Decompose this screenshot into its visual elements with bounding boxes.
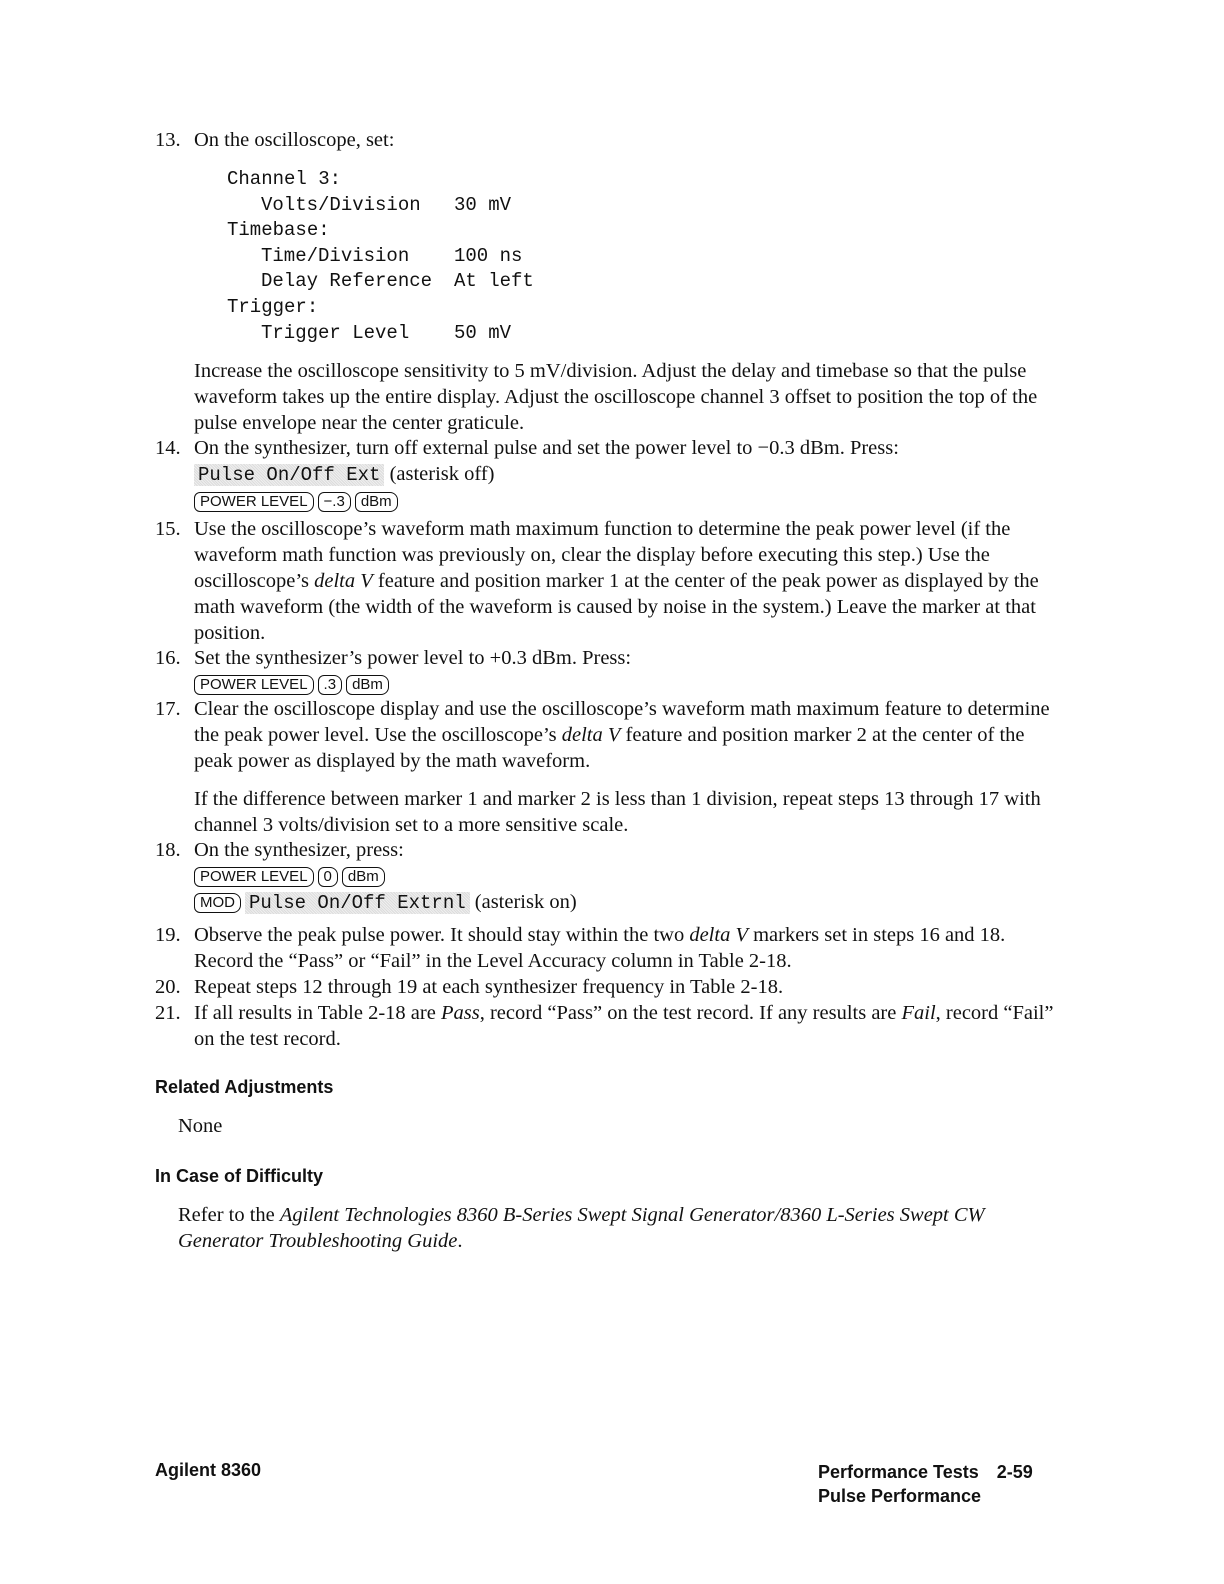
settings-row xyxy=(227,269,534,295)
footer-section-title: Performance Tests xyxy=(818,1462,979,1482)
text-run: Clear the oscilloscope display and use the oscilloscope’s waveform math maximum feature to determine the peak power level. Use the oscilloscope’s xyxy=(194,698,1050,746)
setting-name: Time/Division xyxy=(261,244,410,267)
difficulty-heading: In Case of Difficulty xyxy=(155,1166,324,1186)
step-number: 19. xyxy=(155,924,181,946)
text-run: feature and position marker 2 at the center of the peak power as displayed by the math waveform. xyxy=(194,724,1025,772)
emphasis: delta V xyxy=(561,724,621,746)
softkey-note: (asterisk off) xyxy=(389,463,495,485)
setting-value: 30 mV xyxy=(454,193,512,216)
mod-key[interactable]: MOD xyxy=(194,893,241,913)
step-20 xyxy=(155,974,1055,1000)
footer-section xyxy=(818,1460,1033,1508)
step-18 xyxy=(155,837,1055,916)
step-text: Repeat steps 12 through 19 at each synthesizer frequency in Table 2-18. xyxy=(194,976,784,998)
setting-name: Trigger Level xyxy=(261,321,410,344)
power-level-key[interactable]: POWER LEVEL xyxy=(194,867,314,887)
step-text: Increase the oscilloscope sensitivity to 5 mV/division. Adjust the delay and timebase so that the pulse waveform takes up the entire display. Adjust the oscilloscope channel 3 offset to position the top of the pulse envelope near the center graticule. xyxy=(194,360,1038,434)
settings-row xyxy=(227,321,534,347)
emphasis: delta V xyxy=(689,924,748,946)
text-run: Refer to the xyxy=(178,1204,280,1226)
text-run: feature and position marker 1 at the center of the peak power as displayed by the math waveform (the width of the waveform is caused by noise in the system.) Leave the marker at that position. xyxy=(194,570,1039,644)
settings-row xyxy=(227,193,534,219)
step-text: On the oscilloscope, set: xyxy=(194,129,395,151)
guide-title: Agilent Technologies 8360 B-Series Swept Signal Generator/8360 L-Series Swept CW Generator Troubleshooting Guide xyxy=(178,1204,985,1252)
setting-name: Delay Reference xyxy=(261,270,433,293)
step-text xyxy=(194,1000,1055,1052)
footer-product: Agilent 8360 xyxy=(155,1460,262,1480)
settings-row xyxy=(227,244,534,270)
hardkey-line xyxy=(194,488,1055,514)
emphasis: Fail xyxy=(901,1002,936,1024)
text-run: , record “Pass” on the test record. If any results are xyxy=(479,1002,902,1024)
power-level-key[interactable]: POWER LEVEL xyxy=(194,675,314,695)
step-15 xyxy=(155,516,1055,646)
step-note: If the difference between marker 1 and marker 2 is less than 1 division, repeat steps 13 through 17 with channel 3 volts/division set to a more sensitive scale. xyxy=(194,788,1041,836)
step-number: 21. xyxy=(155,1002,181,1024)
text-run: . xyxy=(457,1230,463,1252)
emphasis: Pass xyxy=(440,1002,480,1024)
step-16 xyxy=(155,645,1055,697)
step-number: 16. xyxy=(155,647,181,669)
footer-subsection: Pulse Performance xyxy=(818,1486,982,1506)
hardkey-line xyxy=(194,671,1055,697)
text-run: markers set in steps 16 and 18. Record the “Pass” or “Fail” in the Level Accuracy column in Table 2-18. xyxy=(194,924,1006,972)
related-adjustments-text: None xyxy=(178,1115,223,1137)
setting-value: 50 mV xyxy=(454,321,512,344)
step-21 xyxy=(155,1000,1055,1052)
step-19 xyxy=(155,922,1055,974)
text-run: , record “Fail” on the test record. xyxy=(194,1002,1054,1050)
step-text: On the synthesizer, press: xyxy=(194,839,404,861)
softkey-pulse-onoff-ext[interactable]: Pulse On/Off Ext xyxy=(194,464,384,486)
point-three-key[interactable]: .3 xyxy=(318,675,343,695)
setting-name: Volts/Division xyxy=(261,193,421,216)
step-number: 14. xyxy=(155,437,181,459)
step-13 xyxy=(155,127,1055,153)
text-run: If all results in Table 2-18 are xyxy=(194,1002,441,1024)
step-number: 18. xyxy=(155,839,181,861)
step-number: 20. xyxy=(155,976,181,998)
page-number: 2-59 xyxy=(996,1462,1033,1482)
step-text: Set the synthesizer’s power level to +0.3 dBm. Press: xyxy=(194,647,632,669)
softkey-pulse-onoff-extrnl[interactable]: Pulse On/Off Extrnl xyxy=(245,892,470,914)
step-text: On the synthesizer, turn off external pulse and set the power level to −0.3 dBm. Press: xyxy=(194,437,899,459)
setting-value: At left xyxy=(454,270,534,293)
text-run: Use the oscilloscope’s waveform math maximum function to determine the peak power level (if the waveform math function was previously on, clear the display before executing this step.) Use the oscilloscope’s xyxy=(194,518,1011,592)
hardkey-line xyxy=(194,863,1055,889)
dbm-key[interactable]: dBm xyxy=(342,867,385,887)
softkey-line xyxy=(194,461,1055,488)
minus-point-three-key[interactable]: −.3 xyxy=(318,492,351,512)
zero-key[interactable]: 0 xyxy=(318,867,338,887)
dbm-key[interactable]: dBm xyxy=(355,492,398,512)
dbm-key[interactable]: dBm xyxy=(346,675,389,695)
setting-value: 100 ns xyxy=(454,244,523,267)
step-14 xyxy=(155,435,1055,514)
step-number: 13. xyxy=(155,129,181,151)
softkey-note: (asterisk on) xyxy=(474,891,577,913)
oscilloscope-settings xyxy=(227,167,534,346)
difficulty-text xyxy=(178,1202,1048,1254)
step-text xyxy=(194,516,1055,646)
emphasis: delta V xyxy=(314,570,373,592)
settings-group-label: Channel 3: xyxy=(227,168,342,190)
step-text xyxy=(194,696,1055,774)
softkey-line xyxy=(194,889,1055,916)
step-13-continued xyxy=(155,358,1055,436)
step-number: 17. xyxy=(155,698,181,720)
power-level-key[interactable]: POWER LEVEL xyxy=(194,492,314,512)
settings-group-label: Timebase: xyxy=(227,219,330,242)
settings-group-label: Trigger: xyxy=(227,295,319,318)
step-number: 15. xyxy=(155,518,181,540)
footer-section-line xyxy=(818,1460,1033,1484)
text-run: Observe the peak pulse power. It should stay within the two xyxy=(194,924,690,946)
related-adjustments-heading: Related Adjustments xyxy=(155,1077,334,1097)
step-text xyxy=(194,922,1055,974)
step-17 xyxy=(155,696,1055,838)
